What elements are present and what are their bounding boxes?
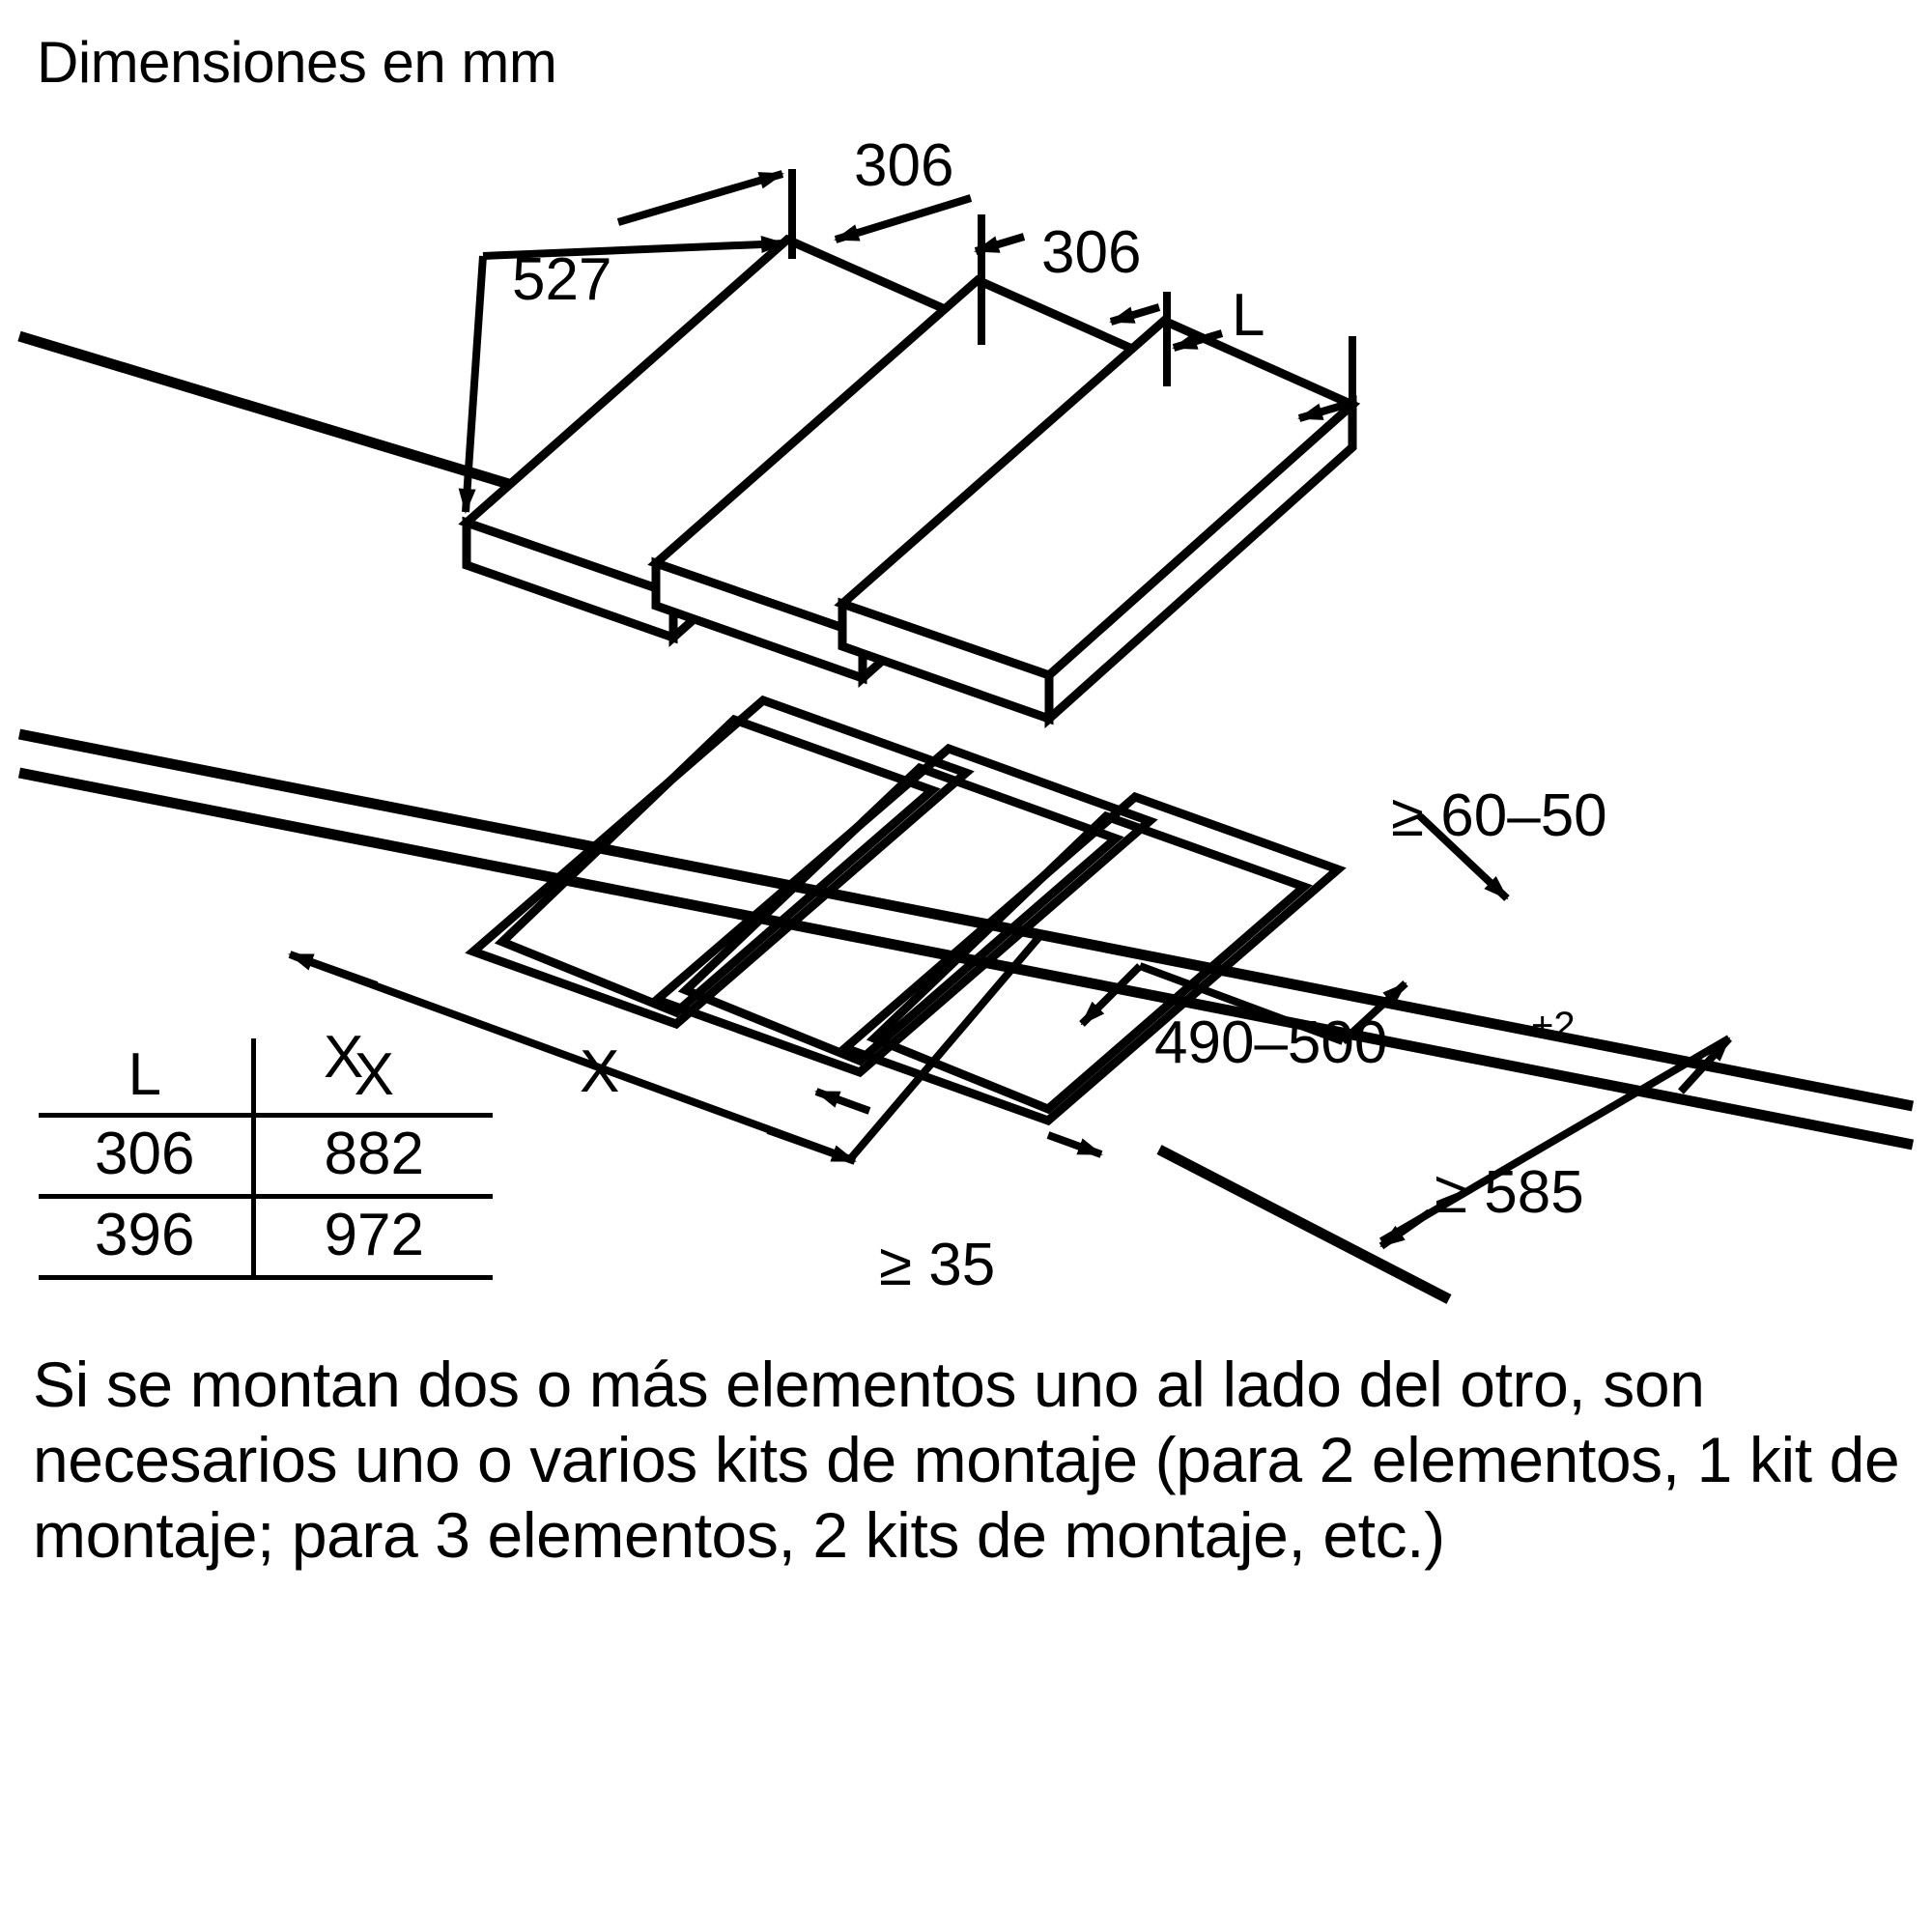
dim-35: ≥ 35	[879, 1232, 996, 1298]
dim-306-top: 306	[854, 132, 954, 199]
dim-60-50: ≥ 60–50	[1391, 782, 1607, 849]
table-header-L: L	[39, 1038, 253, 1116]
table-row	[39, 1116, 493, 1197]
dim-X-right: X	[324, 1024, 364, 1091]
table-row	[39, 1197, 493, 1278]
dim-306-second: 306	[1041, 219, 1142, 286]
dim-490-500: 490–500	[1154, 1009, 1388, 1076]
table-header-X: X	[253, 1038, 493, 1116]
dimension-table	[39, 1038, 502, 1280]
table-cell-L-2: 396	[39, 1197, 253, 1278]
installation-note: Si se montan dos o más elementos uno al lado del otro, son necesarios uno o varios kits de montaje (para 2 elementos, 1 kit de montaje; para 3 elementos, 2 kits de montaje, etc.)	[33, 1349, 1900, 1571]
dim-490-500-tolerance: +2	[1531, 1005, 1576, 1047]
dim-527: 527	[512, 246, 612, 313]
dim-X-left: X	[580, 1038, 620, 1105]
dim-L: L	[1232, 282, 1265, 349]
table-cell-L-1: 306	[39, 1116, 253, 1197]
page-title: Dimensiones en mm	[37, 30, 557, 95]
table-cell-X-2: 972	[253, 1197, 493, 1278]
table-header-row	[39, 1038, 493, 1116]
dim-585: ≥ 585	[1435, 1159, 1584, 1226]
table-cell-X-1: 882	[253, 1116, 493, 1197]
